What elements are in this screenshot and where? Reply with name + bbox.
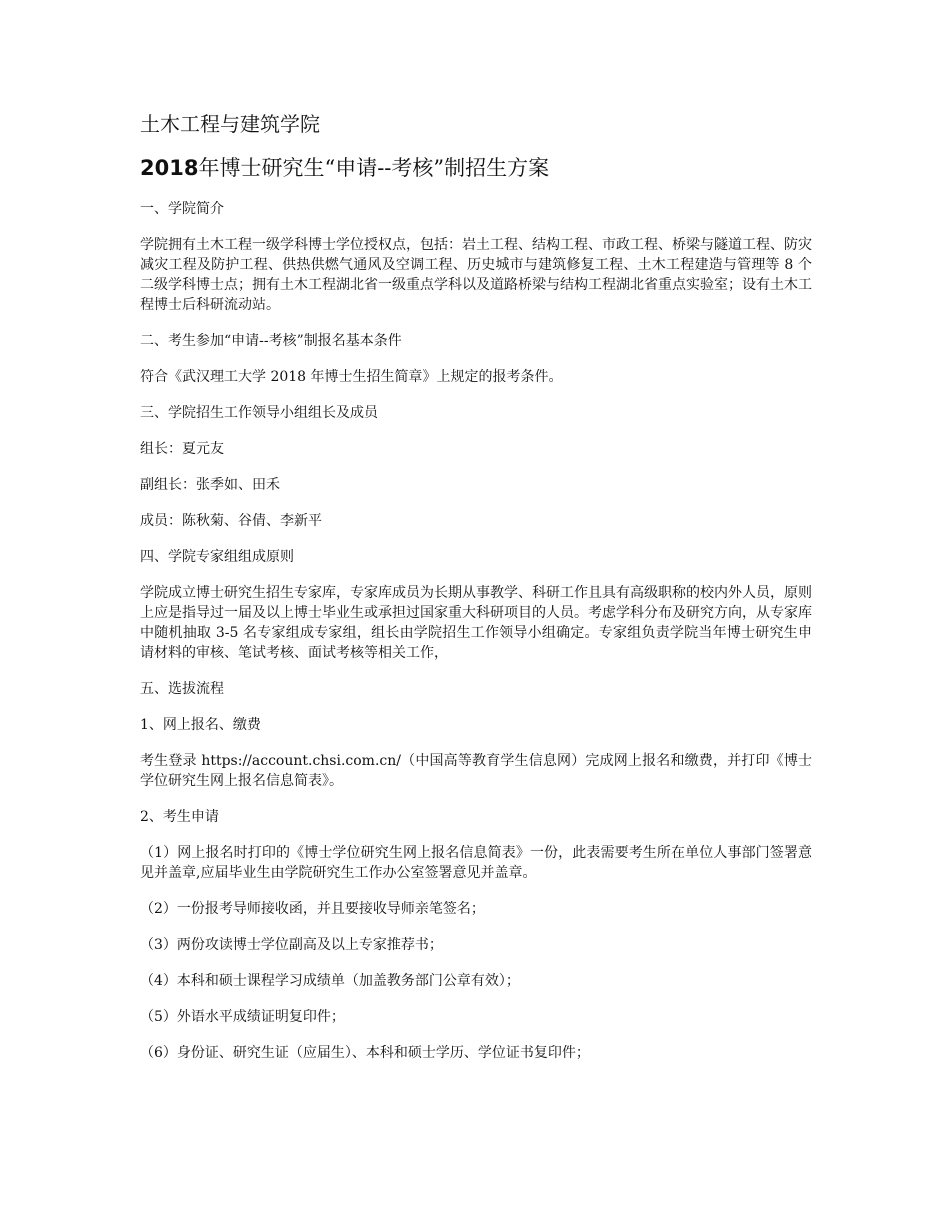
title-text: 年博士研究生“申请--考核”制招生方案 (198, 156, 550, 180)
section-3-deputy: 副组长：张季如、田禾 (140, 477, 280, 493)
section-4-heading: 四、学院专家组组成原则 (140, 549, 294, 565)
section-5-heading: 五、选拔流程 (140, 681, 224, 697)
list-item: （1）网上报名时打印的《博士学位研究生网上报名信息简表》一份，此表需要考生所在单位人事部门签署意见并盖章,应届毕业生由学院研究生工作办公室签署意见并盖章。 (140, 845, 812, 881)
section-3-leader: 组长：夏元友 (140, 441, 224, 457)
section-2-heading: 二、考生参加“申请--考核”制报名基本条件 (140, 333, 402, 349)
list-item: （2）一份报考导师接收函，并且要接收导师亲笔签名； (140, 901, 485, 917)
section-3-heading: 三、学院招生工作领导小组组长及成员 (140, 405, 378, 421)
title-year: 2018 (140, 156, 199, 180)
section-3-members: 成员：陈秋菊、谷倩、李新平 (140, 513, 322, 529)
step-1-heading: 1、网上报名、缴费 (140, 717, 261, 733)
college-name: 土木工程与建筑学院 (140, 112, 320, 136)
section-2-body: 符合《武汉理工大学 2018 年博士生招生简章》上规定的报考条件。 (140, 369, 563, 385)
section-1-heading: 一、学院简介 (140, 201, 224, 217)
list-item: （4）本科和硕士课程学习成绩单（加盖教务部门公章有效）； (140, 973, 520, 989)
step-1-body: 考生登录 https://account.chsi.com.cn/（中国高等教育学生信息网）完成网上报名和缴费，并打印《博士学位研究生网上报名信息简表》。 (140, 753, 812, 789)
document-title (140, 152, 812, 184)
section-4-body: 学院成立博士研究生招生专家库，专家库成员为长期从事教学、科研工作且具有高级职称的校内外人员，原则上应是指导过一届及以上博士毕业生或承担过国家重大科研项目的人员。考虑学科分布及研究方向，从专家库中随机抽取 3-5 名专家组成专家组，组长由学院招生工作领导小组确定。专家组负责学院当年博士研究生申请材料的审核、笔试考核、面试考核等相关工作， (140, 585, 812, 661)
section-1-body: 学院拥有土木工程一级学科博士学位授权点，包括：岩土工程、结构工程、市政工程、桥梁与隧道工程、防灾减灾工程及防护工程、供热供燃气通风及空调工程、历史城市与建筑修复工程、土木工程建造与管理等 8 个二级学科博士点；拥有土木工程湖北省一级重点学科以及道路桥梁与结构工程湖北省重点实验室；设有土木工程博士后科研流动站。 (140, 237, 812, 313)
list-item: （6）身份证、研究生证（应届生）、本科和硕士学历、学位证书复印件； (140, 1045, 590, 1061)
document-page (140, 108, 812, 1079)
list-item: （5）外语水平成绩证明复印件； (140, 1009, 345, 1025)
step-2-heading: 2、考生申请 (140, 809, 219, 825)
list-item: （3）两份攻读博士学位副高及以上专家推荐书； (140, 937, 443, 953)
